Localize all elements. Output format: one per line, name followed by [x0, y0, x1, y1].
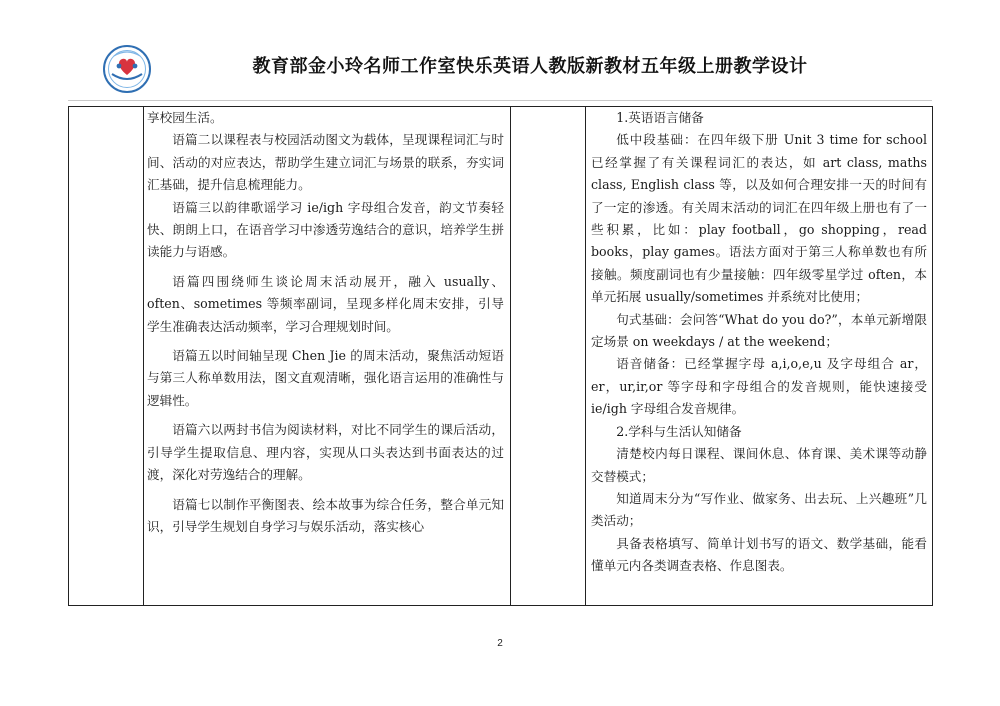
paragraph: 低中段基础：在四年级下册 Unit 3 time for school 已经掌握了有关课程词汇的表达，如 art class, maths class, English class 等，以及如何合理安排一天的时间有了一定的渗透。有关周末活动的词汇在四年级上册也有了一些积累，比如：play football，go shopping，read books，play games。语法方面对于第三人称单数也有所接触。频度副词也有少量接触：四年级零星学过 often，本单元拓展 usually/sometimes 并系统对比使用； [591, 132, 927, 305]
paragraph: 语篇六以两封书信为阅读材料，对比不同学生的课后活动，引导学生提取信息、理内容，实现从口头表达到书面表达的过渡，深化对劳逸结合的理解。 [147, 422, 504, 483]
page-number: 2 [497, 638, 503, 649]
section-heading: 2.学科与生活认知储备 [616, 423, 742, 439]
column-divider [585, 107, 586, 605]
student-analysis-cell [591, 107, 927, 578]
header-divider [68, 100, 932, 101]
section-heading: 1.英语语言储备 [616, 110, 704, 125]
lesson-design-table [68, 106, 933, 606]
paragraph: 语篇三以韵律歌谣学习 ie/igh 字母组合发音，韵文节奏轻快、朗朗上口，在语音学习中渗透劳逸结合的意识，培养学生拼读能力与语感。 [147, 199, 504, 260]
document-title: 教育部金小玲名师工作室快乐英语人教版新教材五年级上册教学设计 [252, 56, 808, 77]
column-divider [143, 107, 144, 605]
paragraph: 清楚校内每日课程、课间休息、体育课、美术课等动静交替模式； [591, 446, 927, 484]
studio-logo-icon [102, 44, 152, 94]
paragraph: 语篇五以时间轴呈现 Chen Jie 的周末活动，聚焦活动短语与第三人称单数用法，图文直观清晰，强化语言运用的准确性与逻辑性。 [147, 348, 504, 408]
paragraph: 语音储备：已经掌握字母 a,i,o,e,u 及字母组合 ar，er，ur,ir,or 等字母和字母组合的发音规则，能快速接受 ie/igh 字母组合发音规律。 [591, 356, 927, 417]
paragraph: 句式基础：会问答“What do you do?”，本单元新增限定场景 on weekdays / at the weekend； [591, 311, 927, 350]
paragraph: 语篇四围绕师生谈论周末活动展开，融入 usually、often、sometimes 等频率副词，呈现多样化周末安排，引导学生准确表达活动频率，学习合理规划时间。 [147, 273, 504, 334]
column-divider [510, 107, 511, 605]
page-header [0, 38, 1000, 98]
paragraph: 语篇二以课程表与校园活动图文为载体，呈现课程词汇与时间、活动的对应表达，帮助学生建立词汇与场景的联系，夯实词汇基础，提升信息梳理能力。 [147, 132, 504, 193]
paragraph: 语篇七以制作平衡图表、绘本故事为综合任务，整合单元知识，引导学生规划自身学习与娱乐活动，落实核心 [147, 496, 504, 534]
paragraph: 知道周末分为“写作业、做家务、出去玩、上兴趣班”几类活动； [591, 490, 927, 529]
paragraph: 具备表格填写、简单计划书写的语文、数学基础，能看懂单元内各类调查表格、作息图表。 [591, 535, 927, 574]
text-analysis-cell [147, 107, 504, 538]
paragraph: 享校园生活。 [147, 110, 223, 125]
